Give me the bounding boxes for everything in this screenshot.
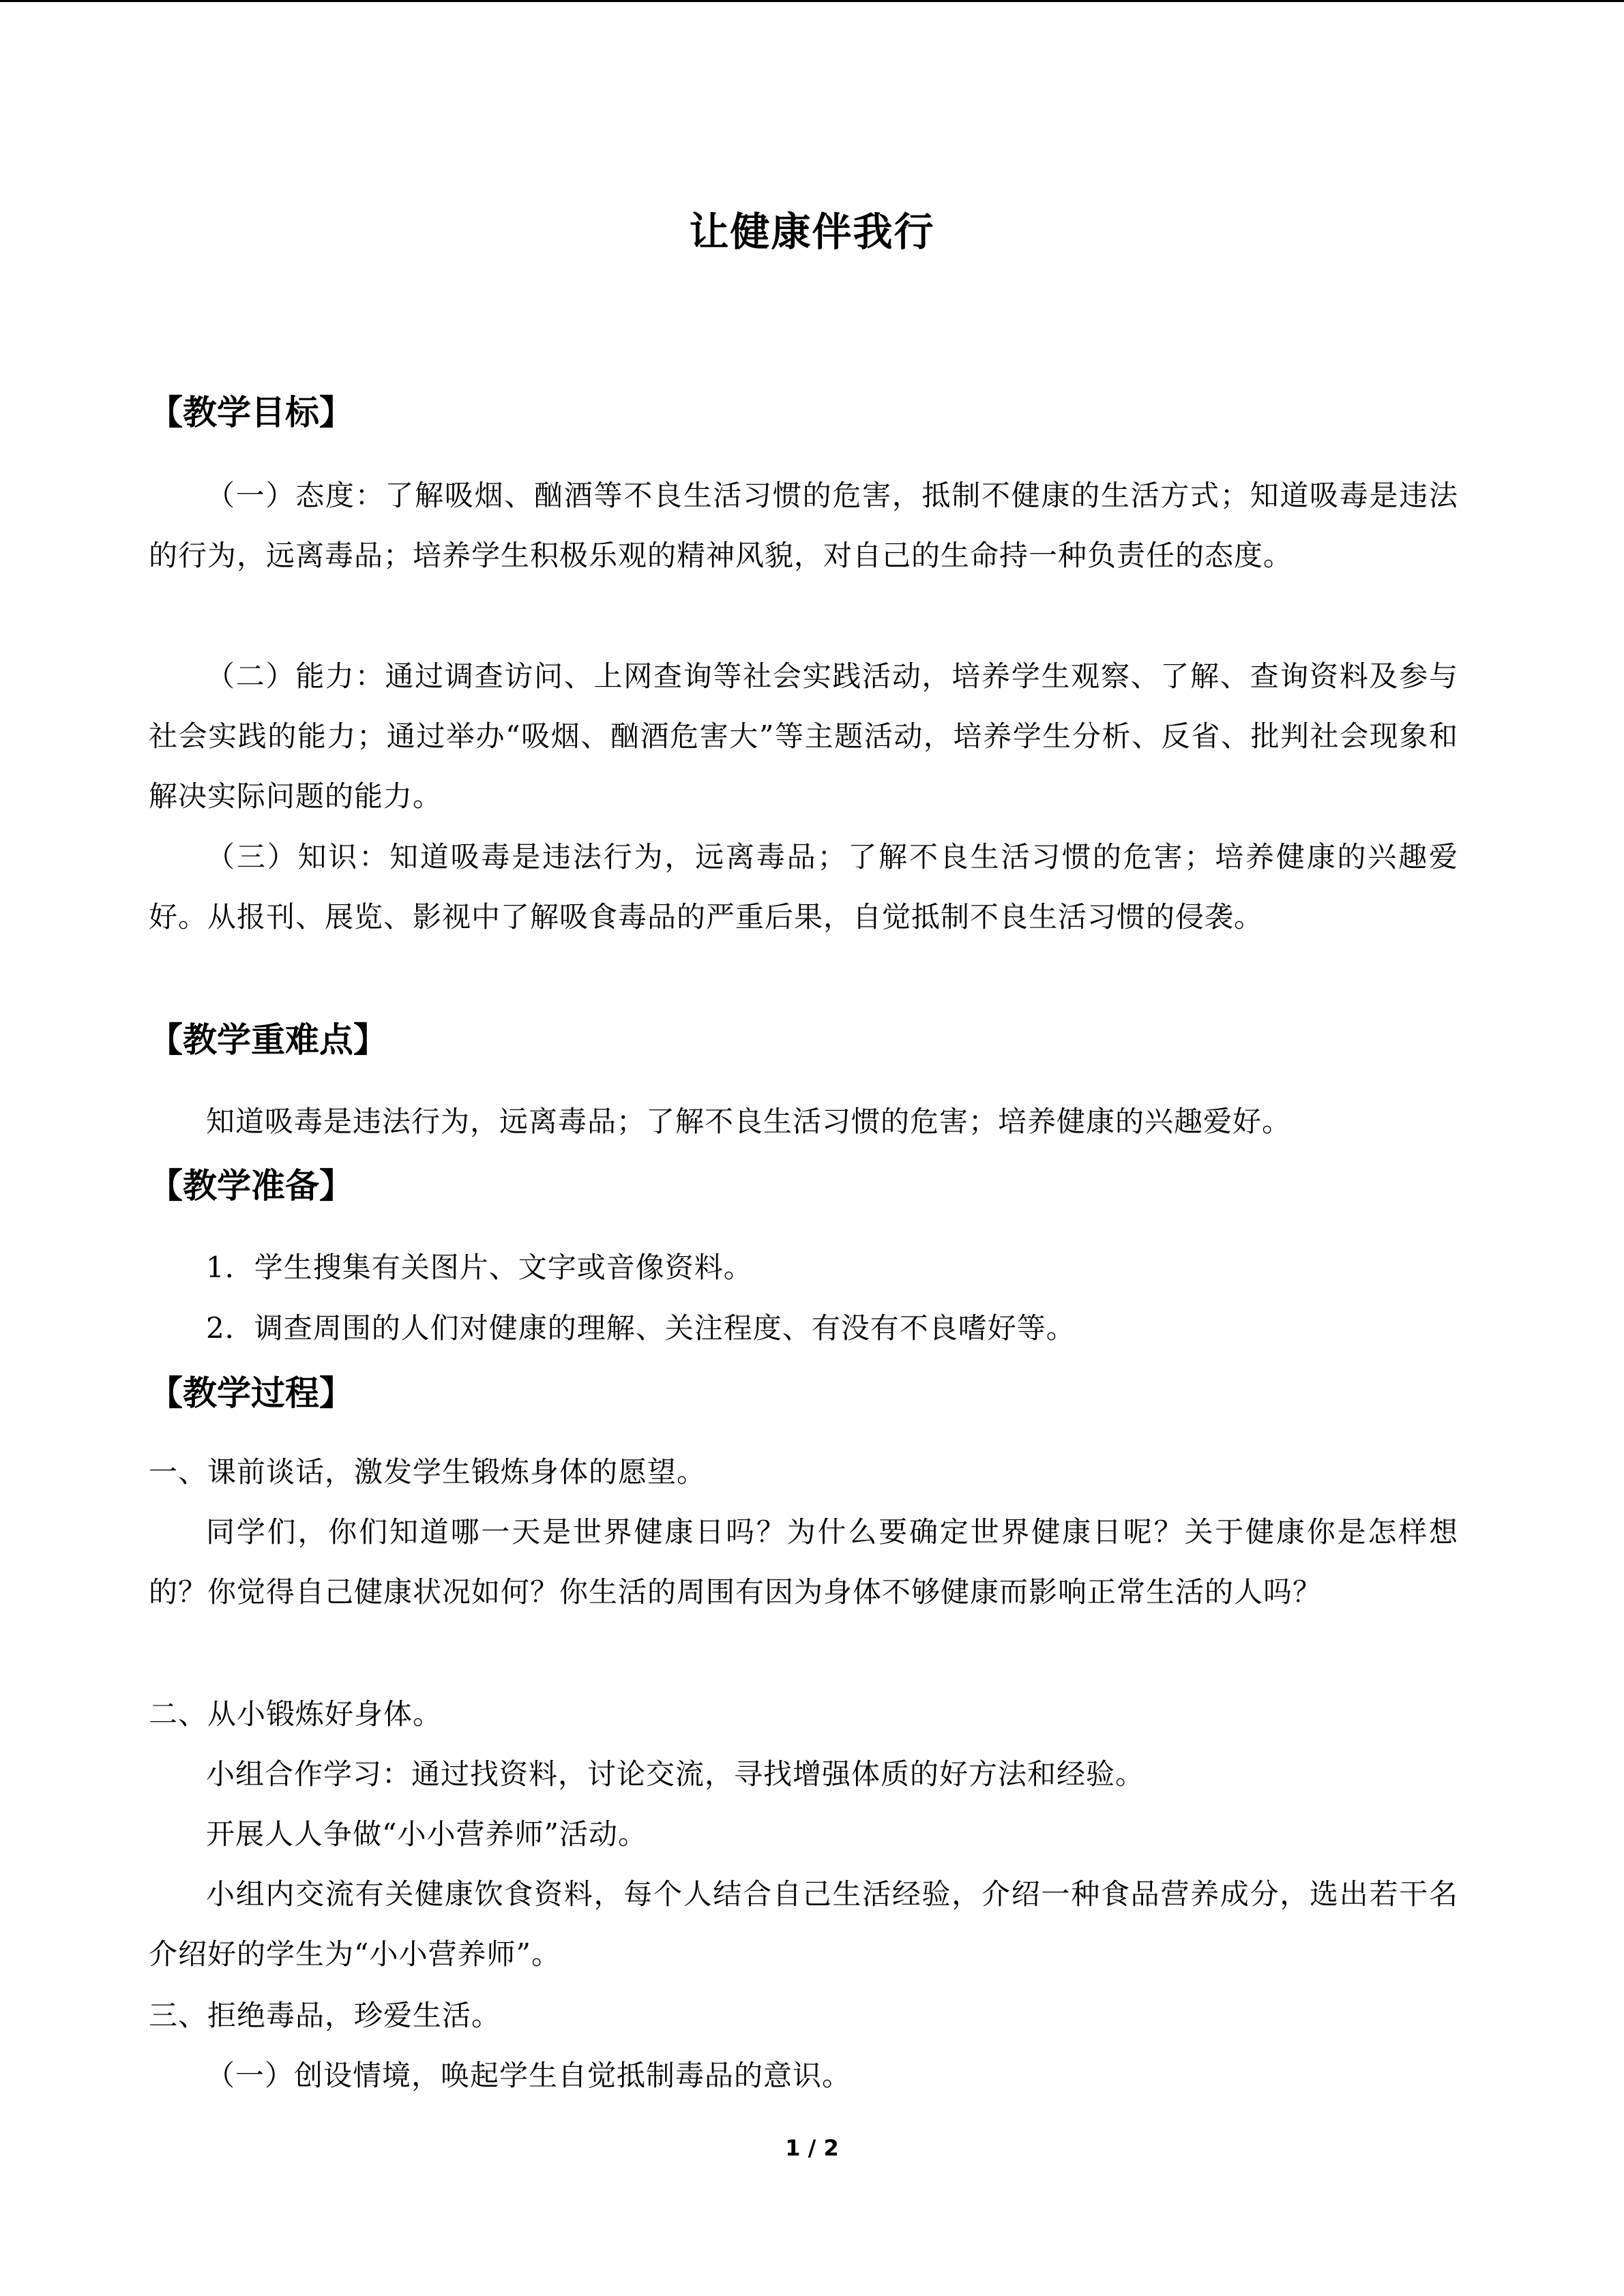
section-heading-preparation: 【教学准备】	[149, 1166, 353, 1206]
paragraph-process-3: 开展人人争做“小小营养师”活动。	[206, 1817, 647, 1851]
page-number: 1 / 2	[785, 2135, 839, 2161]
document-title: 让健康伴我行	[689, 209, 935, 255]
paragraph-key-points: 知道吸毒是违法行为，远离毒品；了解不良生活习惯的危害；培养健康的兴趣爱好。	[206, 1105, 1292, 1138]
paragraph-goals-knowledge: （三）知识：知道吸毒是违法行为，远离毒品；了解不良生活习惯的危害；培养健康的兴趣爱好。从报刊、展览、影视中了解吸食毒品的严重后果，自觉抵制不良生活习惯的侵袭。	[149, 840, 1458, 934]
list-item-preparation-2: 2．调查周围的人们对健康的理解、关注程度、有没有不良嗜好等。	[206, 1311, 1076, 1345]
section-heading-process: 【教学过程】	[149, 1373, 353, 1413]
paragraph-goals-ability: （二）能力：通过调查访问、上网查询等社会实践活动，培养学生观察、了解、查询资料及参与社会实践的能力；通过举办“吸烟、酗酒危害大”等主题活动，培养学生分析、反省、批判社会现象和解决实际问题的能力。	[149, 659, 1458, 813]
paragraph-process-1: 同学们，你们知道哪一天是世界健康日吗？为什么要确定世界健康日呢？关于健康你是怎样想的？你觉得自己健康状况如何？你生活的周围有因为身体不够健康而影响正常生活的人吗？	[149, 1515, 1458, 1609]
subsection-heading-1: 一、课前谈话，激发学生锻炼身体的愿望。	[149, 1455, 707, 1489]
paragraph-process-2: 小组合作学习：通过找资料，讨论交流，寻找增强体质的好方法和经验。	[206, 1757, 1145, 1791]
section-heading-goals: 【教学目标】	[149, 393, 353, 432]
subsection-heading-2: 二、从小锻炼好身体。	[149, 1697, 443, 1731]
section-heading-key-points: 【教学重难点】	[149, 1020, 387, 1060]
paragraph-process-5: （一）创设情境，唤起学生自觉抵制毒品的意识。	[206, 2059, 852, 2092]
paragraph-goals-attitude: （一）态度：了解吸烟、酗酒等不良生活习惯的危害，抵制不健康的生活方式；知道吸毒是违法的行为，远离毒品；培养学生积极乐观的精神风貌，对自己的生命持一种负责任的态度。	[149, 479, 1458, 572]
list-item-preparation-1: 1．学生搜集有关图片、文字或音像资料。	[206, 1251, 753, 1284]
paragraph-process-4: 小组内交流有关健康饮食资料，每个人结合自己生活经验，介绍一种食品营养成分，选出若干名介绍好的学生为“小小营养师”。	[149, 1877, 1458, 1971]
subsection-heading-3: 三、拒绝毒品，珍爱生活。	[149, 1999, 501, 2032]
